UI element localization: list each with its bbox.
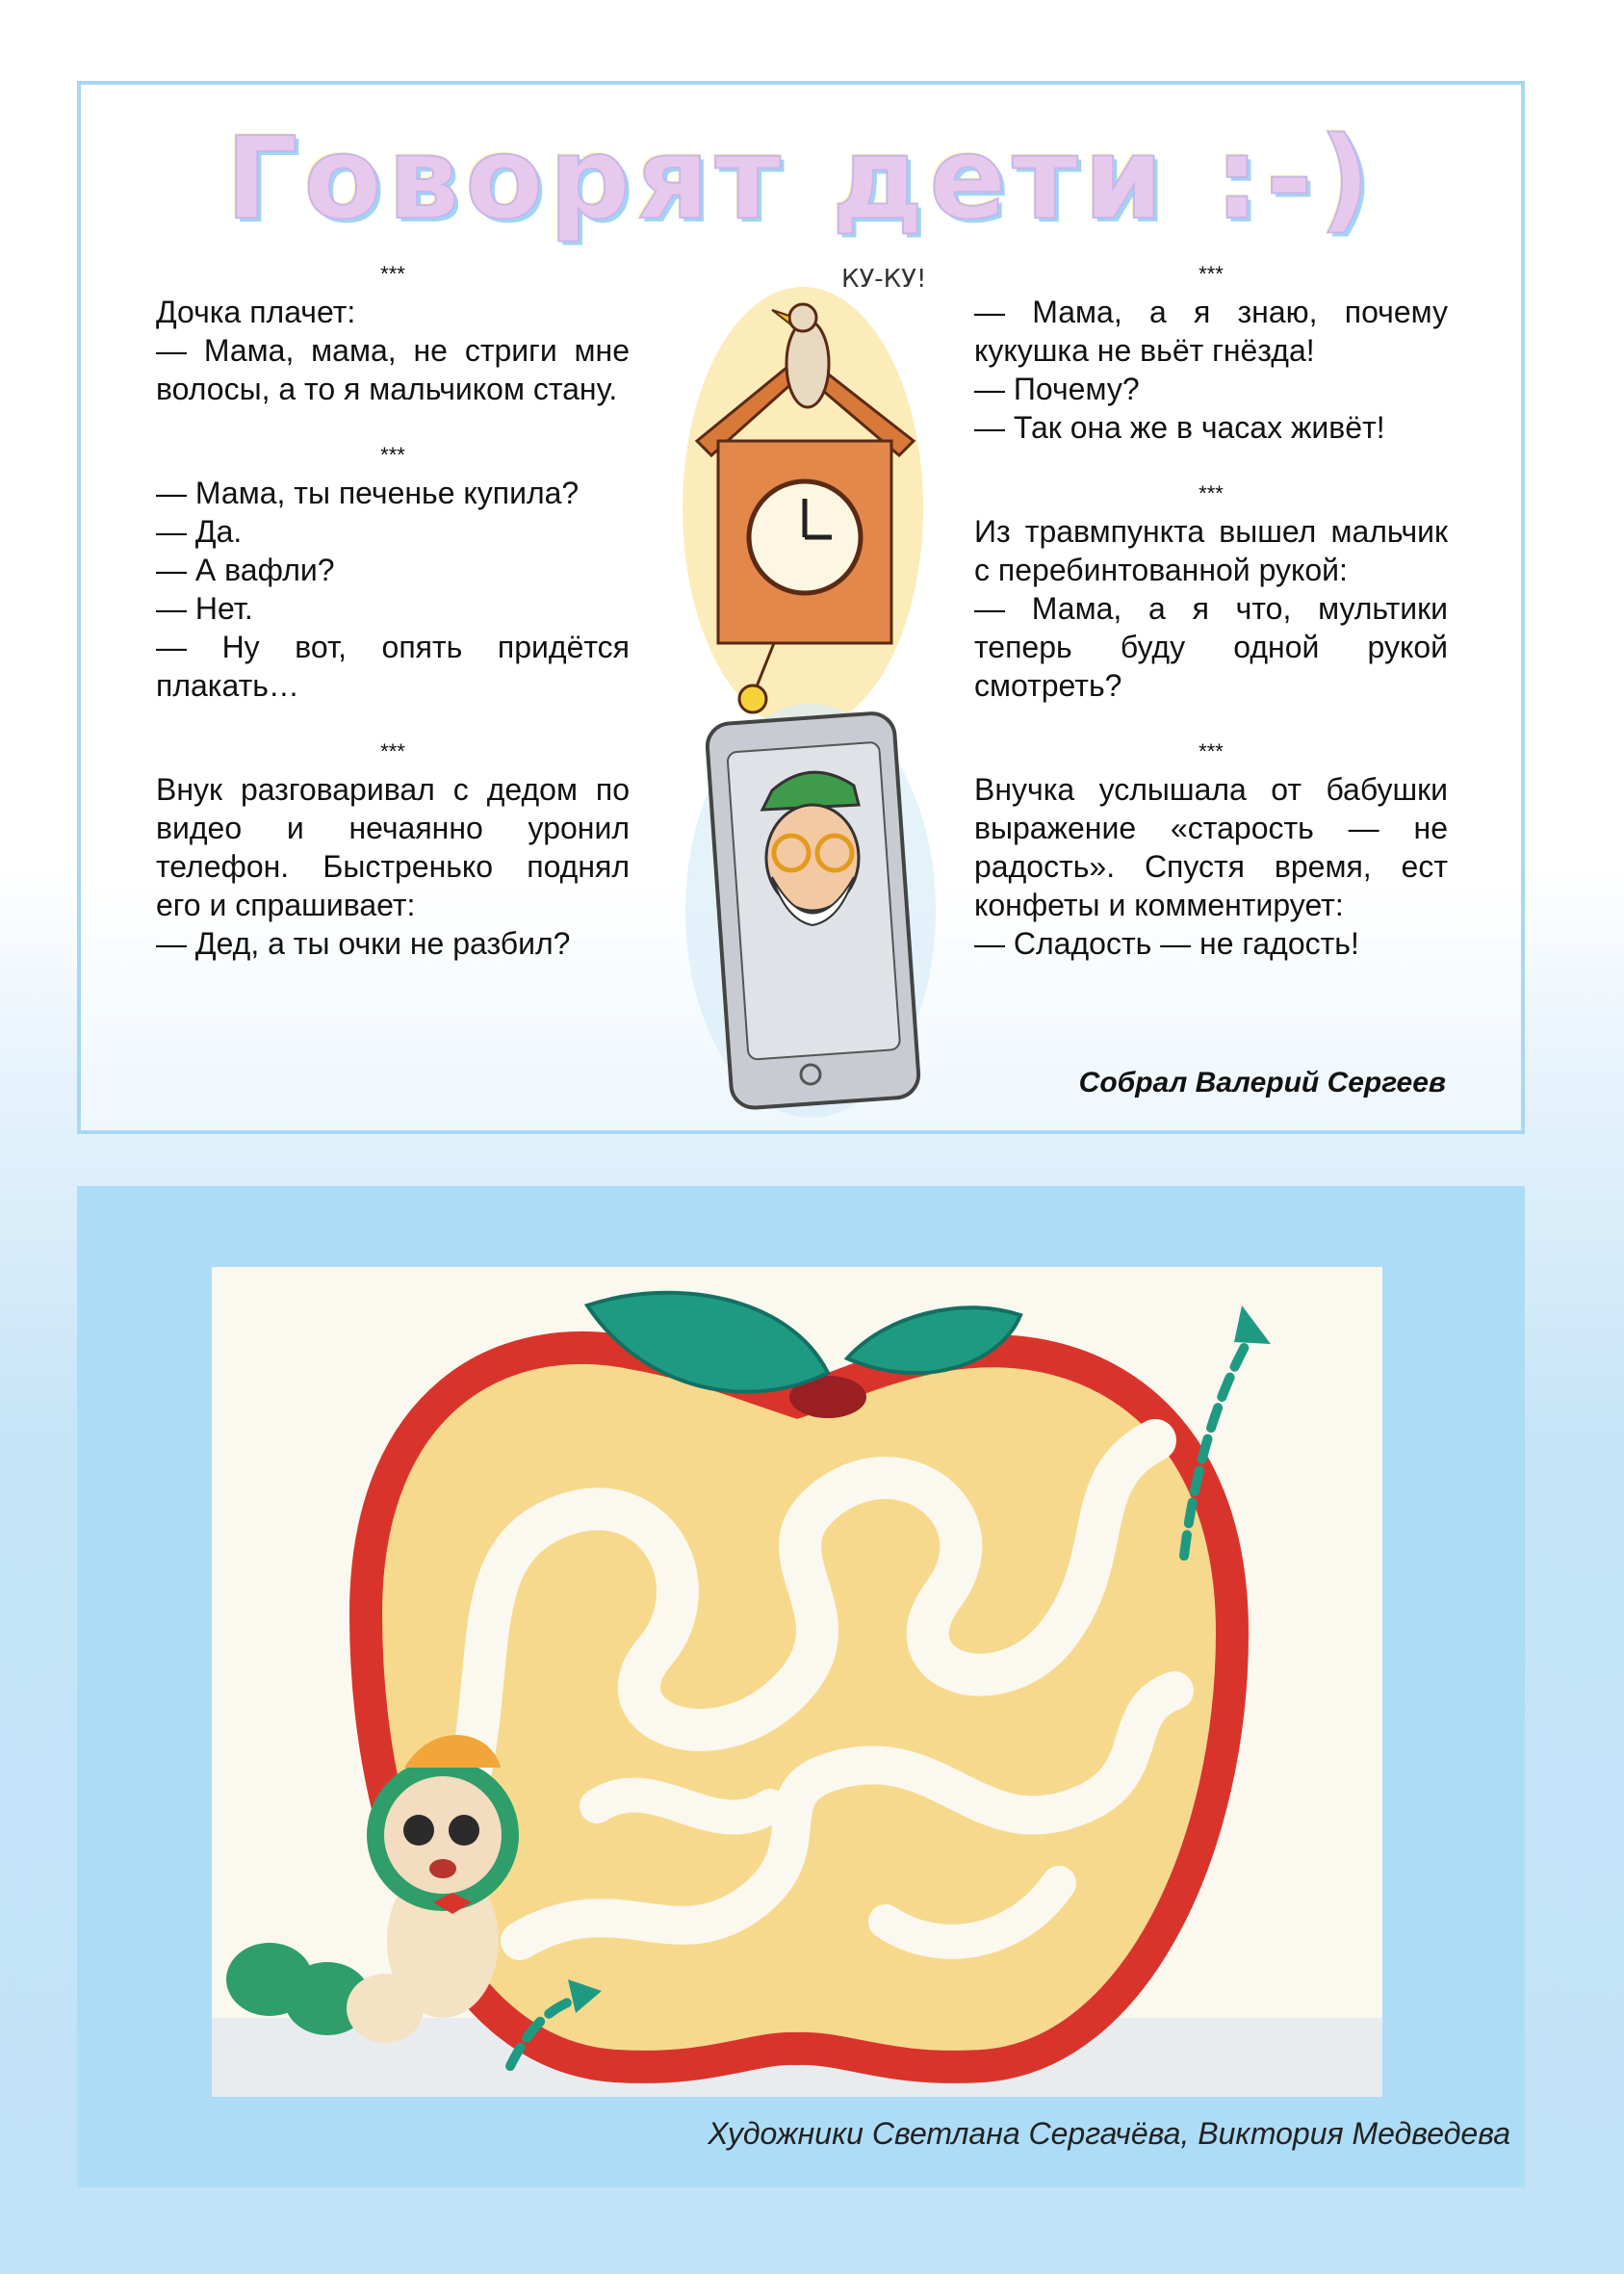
- illustrator-credits: Художники Светлана Сергачёва, Виктория Медведева: [708, 2116, 1510, 2151]
- joke-2: [156, 441, 630, 705]
- joke-6: [974, 737, 1448, 963]
- apple-maze-illustration: [212, 1267, 1382, 2097]
- joke-line: Из травмпункта вышел мальчик с перебинтованной рукой:: [974, 514, 1448, 587]
- joke-line: Дочка плачет:: [156, 295, 356, 329]
- joke-line: — А вафли?: [156, 553, 335, 587]
- right-column: [974, 260, 1448, 995]
- joke-4: [974, 260, 1448, 447]
- joke-line: — Нет.: [156, 591, 253, 626]
- joke-line: Внук разговаривал с дедом по видео и нечаянно уронил телефон. Быстренько поднял его и спрашивает:: [156, 772, 630, 922]
- joke-5: [974, 479, 1448, 705]
- joke-line: — Почему?: [974, 372, 1140, 406]
- joke-line: — Да.: [156, 514, 243, 549]
- cuckoo-sound: КУ-КУ!: [841, 265, 927, 294]
- joke-line: — Мама, а я знаю, почему кукушка не вьёт гнёзда!: [974, 295, 1448, 368]
- joke-1: [156, 260, 630, 408]
- joke-3: [156, 737, 630, 963]
- joke-line: Внучка услышала от бабушки выражение «старость — не радость». Спустя время, ест конфеты и комментирует:: [974, 772, 1448, 922]
- separator: ***: [1199, 262, 1224, 286]
- maze-panel: [77, 1186, 1525, 2187]
- joke-line: — Мама, а я что, мультики теперь буду одной рукой смотреть?: [974, 591, 1448, 703]
- signature: Собрал Валерий Сергеев: [1078, 1067, 1446, 1098]
- grandpa-phone-illustration: [666, 689, 955, 1132]
- maze-card: [212, 1267, 1382, 2097]
- joke-line: — Сладость — не гадость!: [974, 926, 1359, 961]
- joke-line: — Ну вот, опять придётся плакать…: [156, 630, 630, 703]
- separator: ***: [380, 262, 405, 286]
- joke-line: — Мама, ты печенье купила?: [156, 476, 580, 510]
- separator: ***: [1199, 481, 1224, 505]
- joke-line: — Так она же в часах живёт!: [974, 410, 1385, 445]
- page-title: Говорят дети :-): [225, 112, 1377, 245]
- left-column: [156, 260, 630, 995]
- separator: ***: [380, 739, 405, 763]
- separator: ***: [380, 443, 405, 467]
- joke-line: — Дед, а ты очки не разбил?: [156, 926, 571, 961]
- separator: ***: [1199, 739, 1224, 763]
- jokes-panel: [77, 81, 1525, 1134]
- joke-line: — Мама, мама, не стриги мне волосы, а то я мальчиком стану.: [156, 333, 630, 406]
